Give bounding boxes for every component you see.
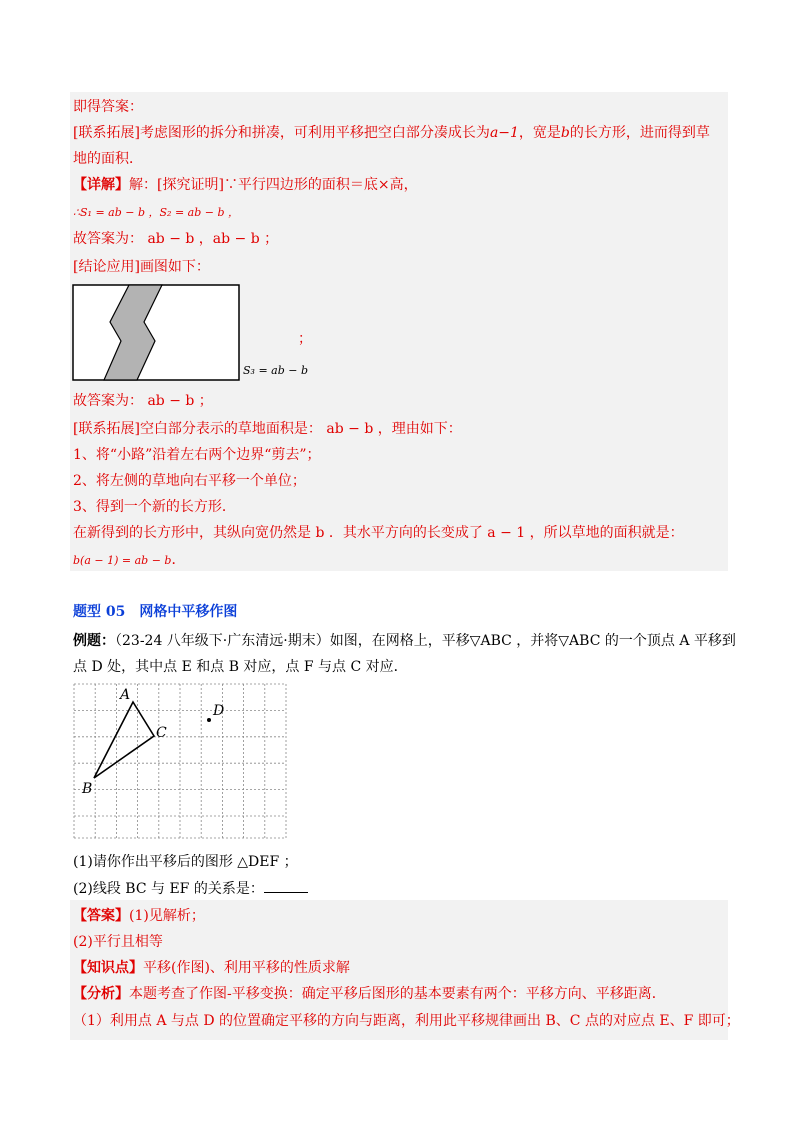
detail-bracket: [探究证明] — [157, 177, 224, 193]
step-2: 2、将左侧的草地向右平移一个单位； — [73, 473, 306, 489]
label-d: D — [213, 703, 225, 719]
analysis-row — [73, 985, 666, 1003]
analysis-tag: 【分析】 — [73, 986, 129, 1002]
final-formula — [73, 551, 185, 570]
section-heading — [73, 603, 237, 621]
example-label: 例题： — [73, 633, 115, 649]
example-line-1 — [73, 632, 736, 650]
extension-text: 考虑图形的拆分和拼凑，可利用平移把空白部分凑成长为 — [139, 125, 490, 141]
extension-2-text: 空白部分表示的草地面积是： ab − b ，理由如下： — [139, 421, 462, 437]
final-formula-end: ． — [171, 552, 186, 568]
triangle-abc — [94, 702, 154, 778]
answer-blank — [264, 880, 308, 893]
section-title: 网格中平移作图 — [139, 604, 238, 620]
extension-text-2: ，宽是 — [518, 125, 561, 141]
conclusion-tag: [结论应用] — [73, 259, 140, 275]
label-b: B — [82, 781, 93, 797]
knowledge-text: 平移(作图)、利用平移的性质求解 — [143, 960, 350, 976]
extension-line — [73, 124, 710, 142]
point-d — [207, 718, 211, 722]
example-line-2: 点 D 处，其中点 E 和点 B 对应，点 F 与点 C 对应． — [73, 659, 408, 675]
analysis-text: 本题考查了作图-平移变换：确定平移后图形的基本要素有两个：平移方向、平移距离． — [129, 986, 666, 1002]
grid-figure — [70, 680, 292, 842]
grid-lines — [74, 684, 286, 838]
extension-tag: [联系拓展] — [73, 125, 140, 141]
extension-2-line — [73, 420, 462, 438]
extension-line-2: 地的面积． — [73, 151, 143, 167]
step-analysis-1: （1）利用点 A 与点 D 的位置确定平移的方向与距离，利用此平移规律画出 B、C 点的对应点 E、F 即可； — [73, 1013, 740, 1029]
answer-row — [73, 907, 205, 925]
knowledge-tag: 【知识点】 — [73, 960, 143, 976]
step-3: 3、得到一个新的长方形． — [73, 499, 236, 515]
question-2-text: (2)线段 BC 与 EF 的关系是： — [73, 881, 264, 897]
label-a: A — [120, 687, 131, 703]
detail-tag: 【详解】 — [73, 177, 129, 193]
figure-semicolon: ； — [298, 331, 312, 347]
area-formula-line: ∴S₁ = ab − b ，S₂ = ab − b ， — [73, 206, 240, 219]
answer-line-3: 故答案为： ab − b ； — [73, 393, 213, 409]
answer-tag: 【答案】 — [73, 908, 129, 924]
figure-area-label: S₃ = ab − b — [243, 364, 309, 377]
detail-text-2: ∵平行四边形的面积＝底×高， — [223, 177, 418, 193]
extension-2-tag: [联系拓展] — [73, 421, 140, 437]
extension-text-3: 的长方形，进而得到草 — [569, 125, 710, 141]
question-2 — [73, 880, 308, 898]
answer-2: (2)平行且相等 — [73, 934, 163, 950]
conclusion-line — [73, 258, 210, 276]
answer-line-2: 故答案为： ab − b ，ab − b ； — [73, 231, 279, 247]
detail-line — [73, 176, 418, 194]
question-1: (1)请你作出平移后的图形 △DEF ； — [73, 854, 298, 870]
grass-path-figure — [72, 284, 242, 382]
label-c: C — [156, 725, 167, 741]
final-formula-expr: b(a − 1) = ab − b — [73, 554, 172, 567]
knowledge-row — [73, 959, 350, 977]
section-number: 题型 05 — [73, 604, 126, 620]
step-1: 1、将“小路”沿着左右两个边界“剪去”； — [73, 447, 321, 463]
answer-text: (1)见解析； — [129, 908, 205, 924]
example-text: （23-24 八年级下·广东清远·期末）如图，在网格上，平移▽ABC ，并将▽ABC 的一个顶点 A 平移到 — [115, 633, 736, 649]
detail-text: 解： — [129, 177, 157, 193]
conclusion-text: 画图如下： — [139, 259, 210, 275]
conclusion-sentence: 在新得到的长方形中，其纵向宽仍然是 b ．其水平方向的长变成了 a − 1 ，所以草地的面积就是： — [73, 525, 684, 541]
extension-var: b — [560, 125, 570, 141]
extension-expr: a−1 — [489, 125, 519, 141]
answer-line-1: 即得答案： — [73, 99, 143, 115]
